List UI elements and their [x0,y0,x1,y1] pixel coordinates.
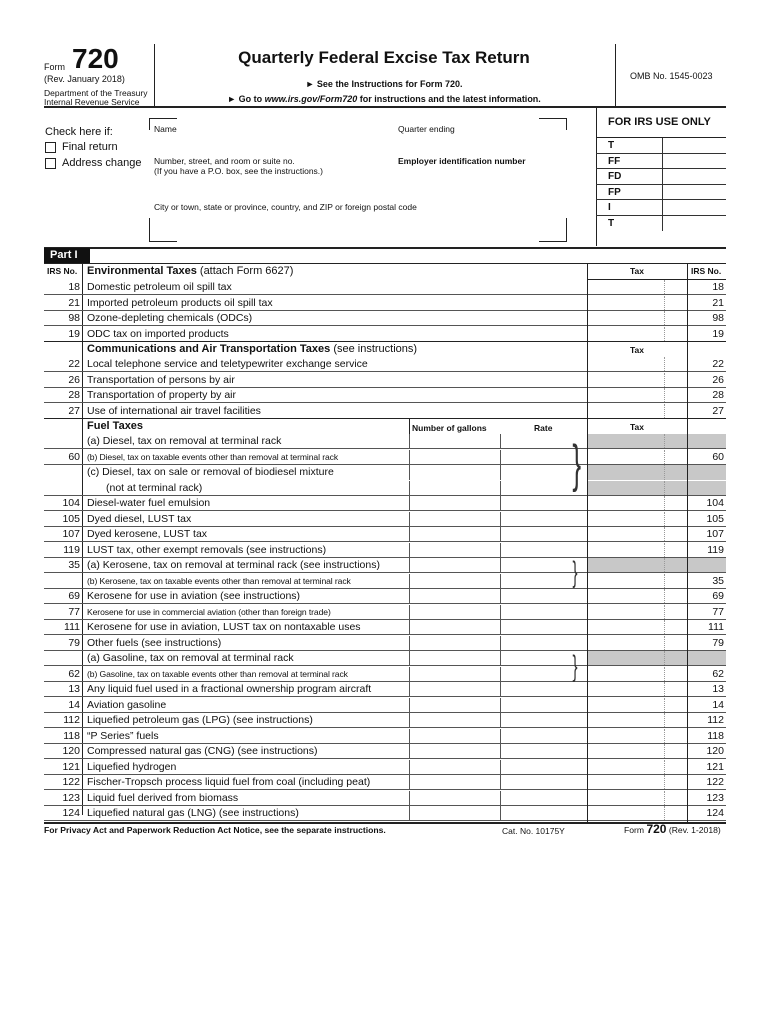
address-change-label: Address change [62,157,142,169]
brace-gasoline: } [572,650,578,683]
irs-no-cell [687,311,726,325]
form-revision: (Rev. January 2018) [44,74,125,84]
line-irs-no: 120 [62,745,80,757]
line-irs-no: 27 [68,404,80,417]
line-row [44,543,726,558]
line-description: Aviation gasoline [87,698,167,711]
part-label: Part I [44,248,90,263]
line-irs-no: 112 [63,714,80,726]
line-irs-no-right: 122 [706,776,724,788]
line-irs-no-right: 19 [712,327,724,340]
gallons-rate-cells[interactable] [409,527,587,541]
line-irs-no-right: 26 [712,373,724,386]
line-description: Liquid fuel derived from biomass [87,791,239,804]
line-row [44,667,726,682]
line-irs-no: 79 [68,636,80,649]
tax-field[interactable] [587,280,687,294]
gallons-rate-cells[interactable] [409,496,587,510]
tax-field [587,465,687,480]
line-irs-no: 123 [62,791,80,804]
irs-no-cell [687,651,726,665]
see-instructions: ► See the Instructions for Form 720. [305,79,463,89]
line-row [44,512,726,527]
line-description: Liquefied hydrogen [87,760,177,773]
gallons-rate-cells[interactable] [409,744,587,758]
line-description: Dyed diesel, LUST tax [87,512,192,525]
line-irs-no: 26 [68,373,80,386]
irs-use-row [596,216,726,232]
line-description: (not at terminal rack) [106,481,203,494]
line-row [44,713,726,728]
line-irs-no-right: 21 [712,296,724,309]
line-irs-no: 28 [68,389,80,401]
city-field[interactable] [152,213,562,237]
line-description: Kerosene for use in aviation (see instructions) [87,590,301,602]
line-row [44,744,726,759]
tax-field[interactable] [587,760,687,774]
gallons-rate-cells[interactable] [409,450,587,464]
line-irs-no-right: 112 [707,714,724,726]
line-description: Any liquid fuel used in a fractional ownership program aircraft [87,683,372,695]
tax-field[interactable] [587,327,687,341]
line-row [44,636,726,651]
line-irs-no-right: 120 [706,745,724,757]
gallons-rate-cells[interactable] [409,543,587,557]
irs-no-cell [687,775,726,789]
irs-use-row-label: FD [608,171,622,182]
line-description: Local telephone service and teletypewriter exchange service [87,358,368,370]
line-irs-no-right: 62 [712,667,724,680]
goto-line [154,94,614,105]
irs-no-cell [687,698,726,712]
gallons-rate-cells[interactable] [409,620,587,634]
line-description: Transportation of property by air [87,389,237,401]
line-irs-no: 35 [68,559,80,571]
line-irs-no-right: 60 [712,450,724,463]
line-irs-no: 21 [68,296,80,309]
line-row [44,296,726,311]
irs-no-cell [687,434,726,448]
fuel-heading: Fuel Taxes [87,420,144,432]
tax-field[interactable] [587,682,687,696]
line-irs-no: 124 [62,807,80,819]
brace-diesel: } [572,435,582,493]
ein-label: Employer identification number [398,156,526,166]
line-row [44,620,726,635]
irs-use-row-label: FP [608,186,621,198]
line-irs-no: 18 [68,281,80,293]
line-irs-no-right: 14 [712,698,724,711]
irs-use-row-label: T [608,140,615,151]
line-irs-no: 104 [62,497,80,509]
line-row [44,450,726,465]
irs-no-cell [687,527,726,541]
line-row [44,760,726,775]
irs-no-cell [687,388,726,402]
tax-field[interactable] [587,775,687,789]
line-irs-no-right: 118 [707,729,724,742]
line-description: Compressed natural gas (CNG) (see instructions) [87,745,318,757]
irs-no-cell [687,667,726,681]
line-irs-no: 13 [68,683,80,695]
line-irs-no-right: 69 [712,590,724,602]
irs-no-cell [687,620,726,634]
street-field[interactable] [152,177,388,199]
line-row [44,729,726,744]
tax-field[interactable] [587,791,687,805]
line-irs-no: 111 [64,621,80,633]
irs-no-cell [687,744,726,758]
line-irs-no-right: 35 [712,574,724,587]
line-irs-no-right: 111 [708,621,724,633]
irs-no-cell [687,791,726,805]
line-irs-no-right: 27 [712,404,724,417]
form-id-block [44,44,154,106]
tax-field[interactable] [587,512,687,526]
catalog-number: Cat. No. 10175Y [502,826,565,836]
street-note: (If you have a P.O. box, see the instructions.) [154,166,323,176]
gallons-rate-cells[interactable] [409,434,587,448]
irs-no-cell [687,589,726,603]
line-irs-no: 60 [68,450,80,463]
line-irs-no-right: 98 [712,312,724,324]
tax-field[interactable] [587,589,687,603]
goto-url[interactable]: www.irs.gov/Form720 [264,94,358,104]
line-row [44,574,726,589]
comm-heading-bold: Communications and Air Transportation Taxes [87,343,331,355]
irs-no-cell [687,558,726,572]
line-row [44,465,726,480]
street-label: Number, street, and room or suite no. [154,156,295,166]
gallons-rate-cells[interactable] [409,574,587,588]
tax-field[interactable] [587,744,687,758]
tax-field[interactable] [587,311,687,325]
tax-field [587,651,687,665]
env-heading-attach: (attach Form 6627) [196,265,294,277]
line-irs-no: 69 [68,590,80,602]
quarter-ending-field[interactable] [398,134,563,152]
line-row [44,280,726,295]
irs-no-cell [687,327,726,341]
name-field[interactable] [152,134,388,152]
line-description: (b) Gasoline, tax on taxable events other than removal at terminal rack [87,668,348,679]
gallons-rate-cells[interactable] [409,589,587,603]
tax-field[interactable] [587,527,687,541]
line-row [44,311,726,326]
irs-no-cell [687,450,726,464]
form-title: Quarterly Federal Excise Tax Return [238,48,530,67]
irs-use-row-label: T [608,217,615,229]
tax-field[interactable] [587,729,687,743]
env-heading [87,264,293,278]
tax-field [587,434,687,448]
line-description: ODC tax on imported products [87,327,229,340]
tax-field [587,481,687,495]
brace-kerosene: } [572,556,578,589]
irs-use-row [596,185,726,201]
irs-no-cell [687,760,726,774]
line-description: Ozone-depleting chemicals (ODCs) [87,312,253,324]
comm-tax-header: Tax [630,345,645,355]
line-description: Dyed kerosene, LUST tax [87,528,208,540]
irs-no-cell [687,605,726,619]
line-description: “P Series” fuels [87,729,159,742]
irs-use-row [596,154,726,170]
comm-heading [87,342,417,356]
irs-no-cell [687,465,726,480]
footer-form [624,822,721,837]
line-irs-no: 118 [63,729,80,742]
line-row [44,404,726,419]
line-row [44,327,726,342]
irs-no-cell [687,357,726,371]
tax-field[interactable] [587,296,687,310]
line-irs-no: 22 [68,358,80,370]
line-irs-no-right: 104 [706,497,724,509]
line-description: Transportation of persons by air [87,373,235,386]
line-row [44,651,726,666]
irs-no-cell [687,296,726,310]
env-tax-header: Tax [630,266,645,276]
line-irs-no: 77 [68,605,80,618]
final-return-checkbox[interactable] [45,142,56,153]
irs-use-row-label: I [608,202,611,213]
line-description: (b) Kerosene, tax on taxable events other than removal at terminal rack [87,575,351,586]
tax-field[interactable] [587,806,687,820]
line-irs-no-right: 79 [712,636,724,649]
gallons-rate-cells[interactable] [409,558,587,572]
irs-use-row [596,138,726,154]
form-number: 720 [72,43,119,74]
line-description: (b) Diesel, tax on taxable events other than removal at terminal rack [87,451,339,462]
comm-heading-see: (see instructions) [330,343,418,355]
gallons-rate-cells[interactable] [409,667,587,681]
line-description: (a) Diesel, tax on removal at terminal rack [87,435,282,447]
irs-use-row [596,169,726,185]
line-row [44,775,726,790]
gallons-rate-cells[interactable] [409,698,587,712]
irs-no-cell [687,574,726,588]
tax-field[interactable] [587,605,687,619]
ein-field[interactable] [398,167,563,189]
gallons-rate-cells[interactable] [409,682,587,696]
line-irs-no-right: 77 [712,605,724,618]
line-row [44,527,726,542]
gallons-rate-cells[interactable] [409,775,587,789]
line-description: Other fuels (see instructions) [87,636,222,649]
irs-no-cell [687,636,726,650]
line-row [44,589,726,604]
line-row [44,388,726,403]
line-row [44,373,726,388]
gallons-rate-cells[interactable] [409,760,587,774]
line-irs-no-right: 18 [712,281,724,293]
irs-no-cell [687,543,726,557]
line-irs-no-right: 121 [706,760,724,773]
line-description: (c) Diesel, tax on sale or removal of biodiesel mixture [87,466,334,478]
line-irs-no: 105 [62,512,80,525]
line-description: Fischer-Tropsch process liquid fuel from coal (including peat) [87,776,371,788]
gallons-rate-cells[interactable] [409,791,587,805]
line-irs-no: 121 [62,760,80,773]
tax-field[interactable] [587,713,687,727]
address-change-checkbox[interactable] [45,158,56,169]
irs-no-header: IRS No. [47,266,78,276]
quarter-ending-label: Quarter ending [398,124,455,134]
tax-field[interactable] [587,388,687,402]
line-row [44,682,726,697]
goto-prefix: ► Go to [227,94,265,104]
line-irs-no-right: 119 [707,543,724,556]
gallons-rate-cells[interactable] [409,512,587,526]
irs-no-cell [687,729,726,743]
fuel-tax-header: Tax [630,422,645,432]
tax-field[interactable] [587,543,687,557]
line-description: Kerosene for use in commercial aviation (other than foreign trade) [87,606,331,617]
department: Department of the Treasury [44,88,148,98]
irs-no-cell [687,512,726,526]
gallons-rate-cells[interactable] [409,636,587,650]
line-irs-no-right: 124 [706,807,724,819]
line-row [44,496,726,511]
line-row [44,806,726,821]
tax-field[interactable] [587,450,687,464]
gallons-rate-cells[interactable] [409,651,587,665]
line-description: Kerosene for use in aviation, LUST tax on nontaxable uses [87,621,361,633]
tax-field[interactable] [587,667,687,681]
line-description: Liquefied petroleum gas (LPG) (see instructions) [87,714,313,726]
omb-number: OMB No. 1545-0023 [630,71,713,81]
privacy-notice: For Privacy Act and Paperwork Reduction Act Notice, see the separate instructions. [44,825,386,835]
final-return-label: Final return [62,141,118,153]
tax-field[interactable] [587,574,687,588]
footer-form-number: 720 [646,822,667,836]
irs-no-cell [687,682,726,696]
irs-no-cell [687,496,726,510]
gallons-rate-cells[interactable] [409,481,587,495]
line-irs-no-right: 107 [706,528,724,540]
irs-no-cell [687,373,726,387]
tax-field[interactable] [587,373,687,387]
irs-no-right-header: IRS No. [691,266,722,276]
line-irs-no-right: 22 [712,358,724,370]
gallons-rate-cells[interactable] [409,465,587,480]
tax-field[interactable] [587,357,687,371]
irs-no-cell [687,280,726,294]
line-row [44,605,726,620]
gallons-rate-cells[interactable] [409,806,587,820]
irs-use-title: FOR IRS USE ONLY [608,116,711,128]
gallons-header: Number of gallons [412,423,487,433]
irs-no-cell [687,806,726,820]
line-description: Use of international air travel facilities [87,404,261,417]
env-heading-bold: Environmental Taxes [87,265,197,277]
tax-field[interactable] [587,698,687,712]
irs-no-cell [687,481,726,495]
name-label: Name [154,124,177,134]
line-row [44,558,726,573]
rate-header: Rate [534,423,553,433]
line-row [44,357,726,372]
form-label: Form [44,62,65,72]
gallons-rate-cells[interactable] [409,713,587,727]
irs-no-cell [687,713,726,727]
line-irs-no-right: 123 [706,791,724,804]
line-description: LUST tax, other exempt removals (see instructions) [87,543,327,556]
line-row [44,698,726,713]
goto-suffix: for instructions and the latest information. [357,94,541,104]
irs-use-row [596,200,726,216]
line-irs-no-right: 28 [712,389,724,401]
line-description: Liquefied natural gas (LNG) (see instructions) [87,807,299,819]
tax-field[interactable] [587,496,687,510]
line-description: (a) Gasoline, tax on removal at terminal rack [87,652,294,664]
gallons-rate-cells[interactable] [409,605,587,619]
line-irs-no-right: 13 [712,683,724,695]
irs-use-row-label: FF [608,155,621,167]
irs-agency: Internal Revenue Service [44,97,140,107]
line-description: Imported petroleum products oil spill tax [87,296,273,309]
tax-field [587,558,687,572]
line-row [44,481,726,496]
line-irs-no-right: 105 [706,512,724,525]
tax-field[interactable] [587,620,687,634]
line-irs-no: 122 [62,776,80,788]
line-irs-no: 62 [68,667,80,680]
tax-field[interactable] [587,636,687,650]
irs-no-cell [687,404,726,418]
line-description: Domestic petroleum oil spill tax [87,281,232,293]
line-irs-no: 119 [63,543,80,556]
line-irs-no: 14 [68,698,80,711]
line-irs-no: 19 [68,327,80,340]
line-description: (a) Kerosene, tax on removal at terminal rack (see instructions) [87,559,380,571]
line-irs-no: 107 [62,528,80,540]
footer-form-rev: (Rev. 1-2018) [666,825,721,835]
tax-field[interactable] [587,404,687,418]
footer-form-label: Form [624,825,647,835]
line-description: Diesel-water fuel emulsion [87,497,211,509]
check-here-title: Check here if: [45,126,113,138]
line-irs-no: 98 [68,312,80,324]
line-row [44,434,726,449]
city-label: City or town, state or province, country, and ZIP or foreign postal code [154,202,417,212]
gallons-rate-cells[interactable] [409,729,587,743]
line-row [44,791,726,806]
